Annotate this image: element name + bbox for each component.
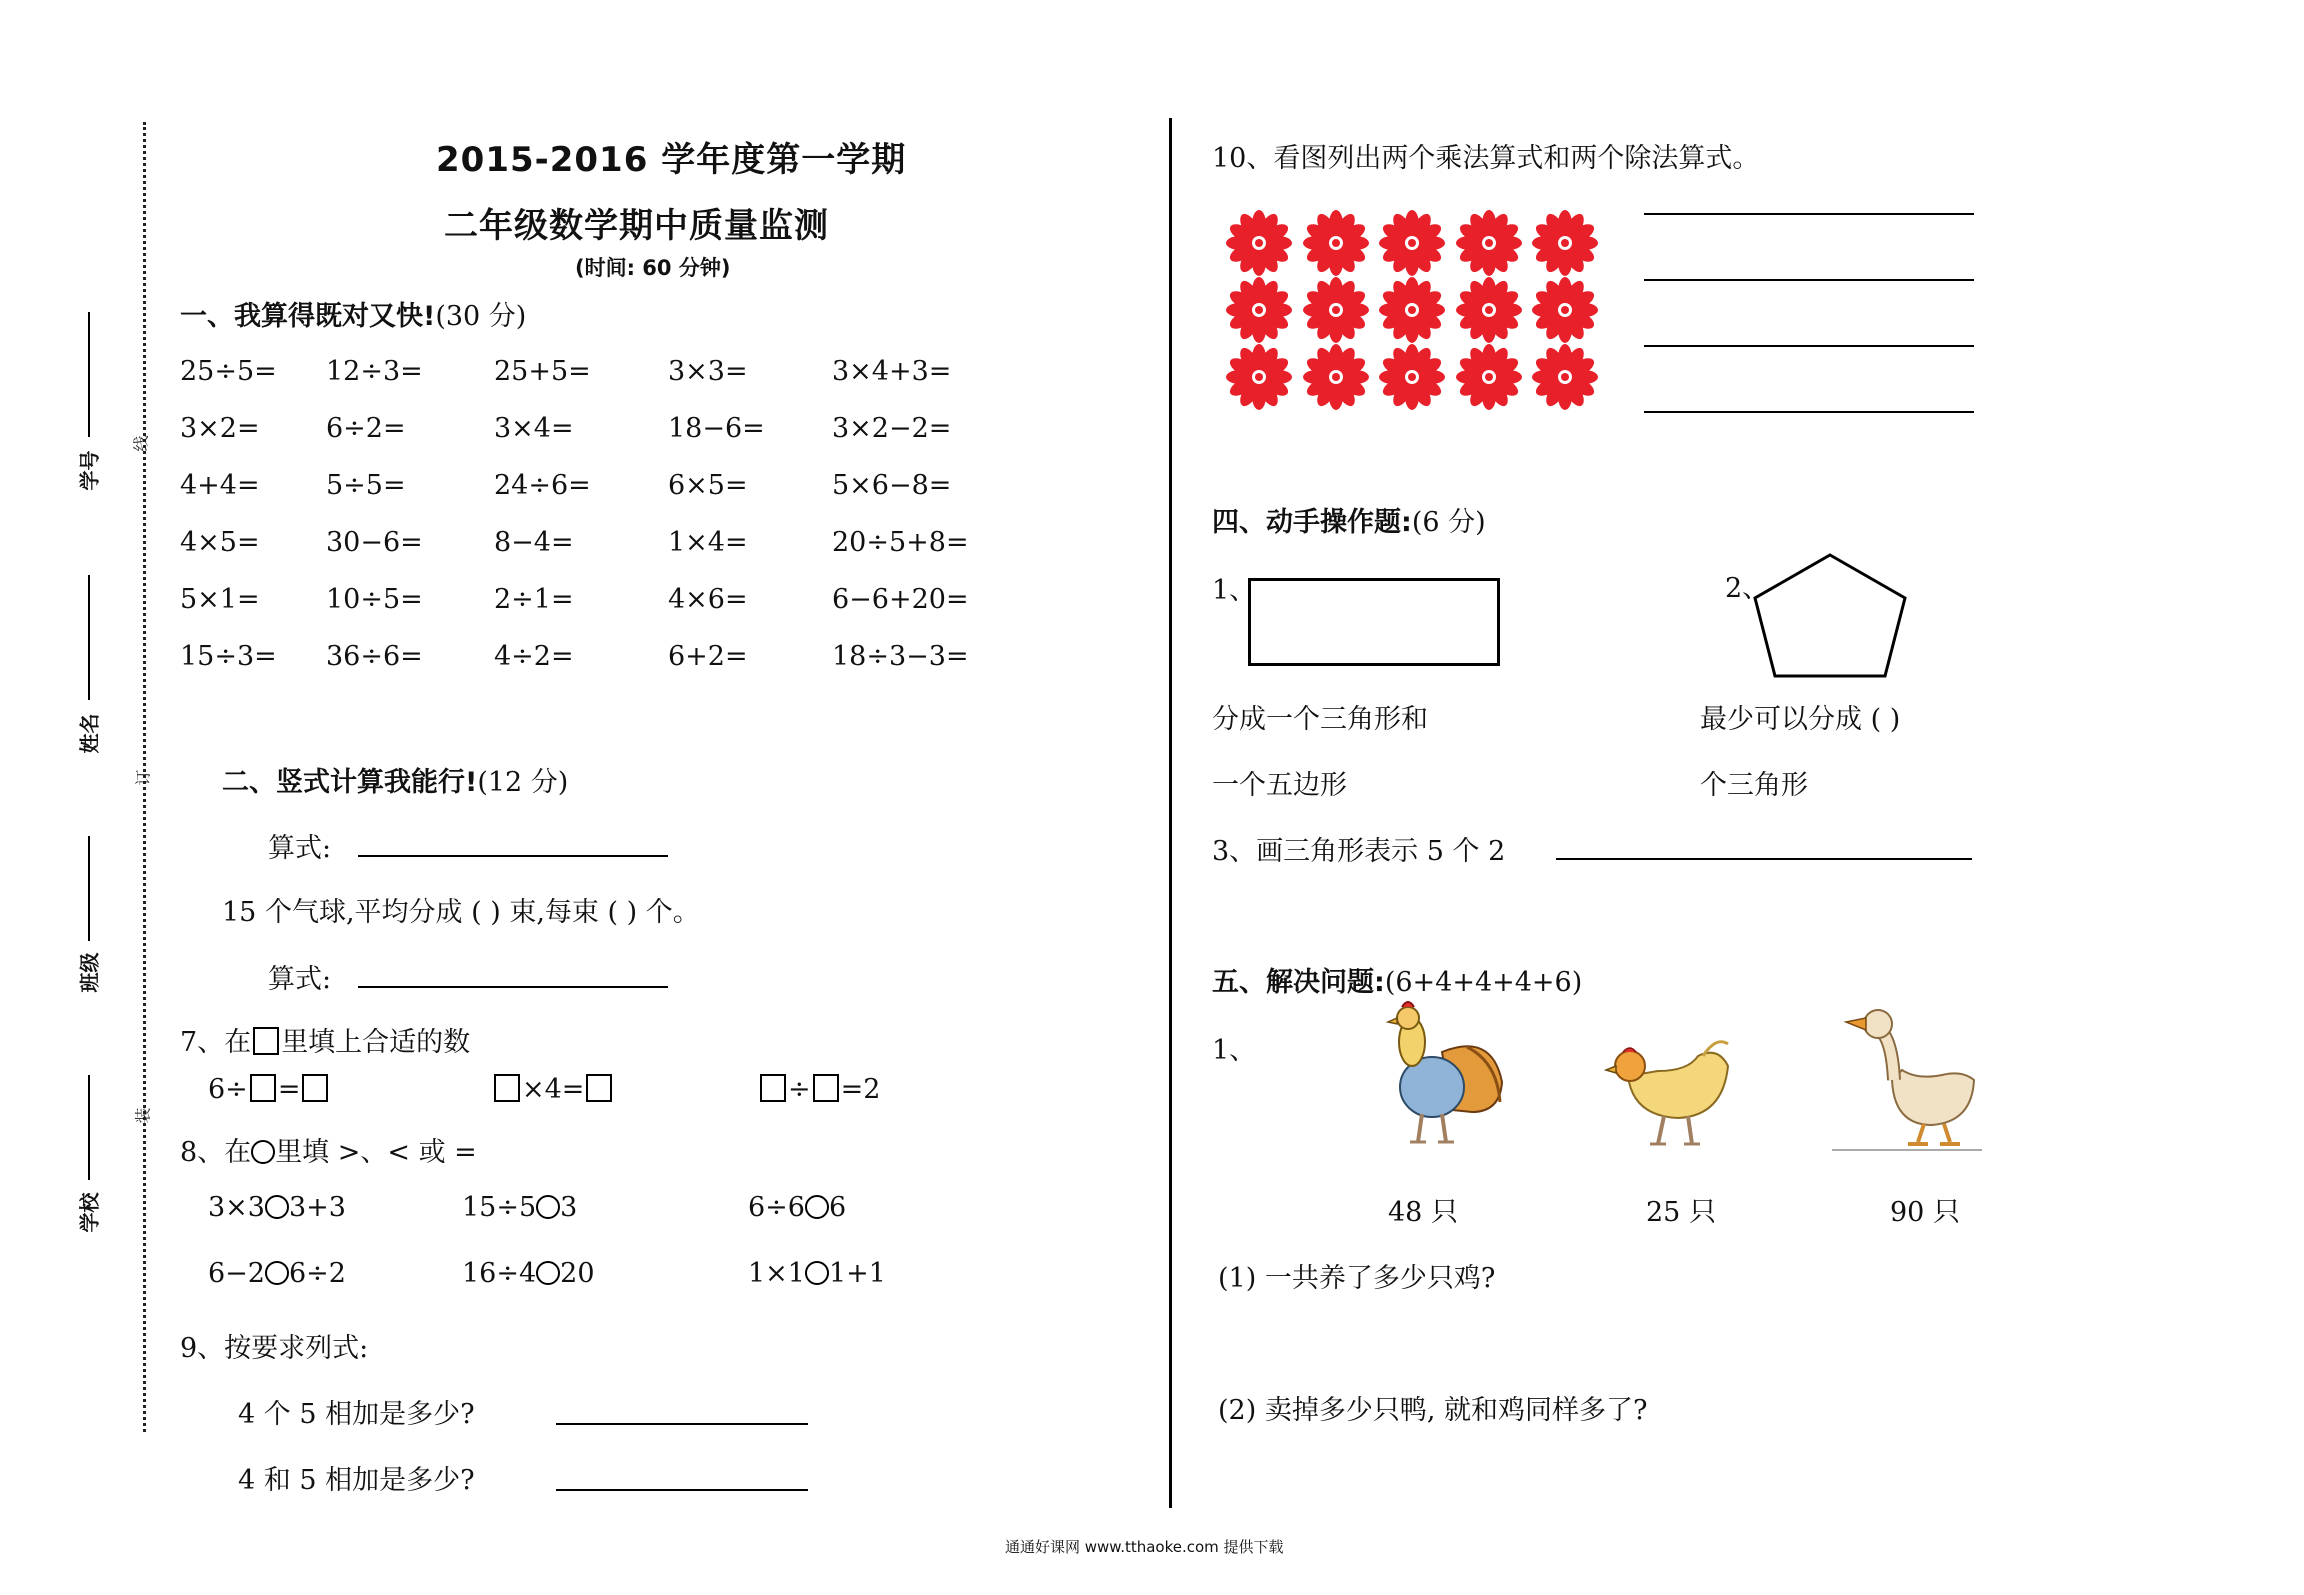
answer-box[interactable]: [250, 1074, 276, 1102]
xuehao-line[interactable]: [88, 312, 90, 437]
s4-p3-answer-line[interactable]: [1556, 858, 1972, 860]
pentagon-outline: [1755, 555, 1905, 676]
compare-item: [208, 1258, 346, 1289]
section2-score: (12 分): [477, 767, 569, 798]
compare-circle[interactable]: [805, 1195, 829, 1219]
compare-right: 3+3: [288, 1192, 346, 1223]
section1-score: (30 分): [435, 301, 527, 332]
balloon-question: 15 个气球,平均分成 ( ) 束,每束 ( ) 个。: [222, 897, 700, 928]
q10-answer-line-4[interactable]: [1644, 411, 1974, 413]
arith-item: 3×4+3=: [832, 356, 952, 387]
exam-title: 2015-2016 学年度第一学期: [436, 140, 907, 180]
flower-icon: [1379, 344, 1445, 410]
arith-item: 8−4=: [494, 527, 574, 558]
compare-right: 1+1: [828, 1258, 886, 1289]
q7-prefix: 7、在: [180, 1027, 252, 1058]
arith-item: 24÷6=: [494, 470, 591, 501]
compare-item: [462, 1258, 595, 1289]
q10-answer-line-1[interactable]: [1644, 213, 1974, 215]
q10-heading: 10、看图列出两个乘法算式和两个除法算式。: [1212, 143, 1760, 174]
s4-p1-label: 1、: [1212, 575, 1257, 606]
compare-left: 6÷6: [748, 1192, 805, 1223]
q7-item-c: [758, 1074, 880, 1105]
q7a-eq: =: [277, 1074, 301, 1105]
q10-answer-line-2[interactable]: [1644, 279, 1974, 281]
flower-icon: [1226, 344, 1292, 410]
compare-circle[interactable]: [265, 1195, 289, 1219]
arith-item: 6×5=: [668, 470, 748, 501]
formula-label-2: 算式:: [268, 964, 332, 995]
q8-heading: [180, 1130, 477, 1169]
flower-icon: [1456, 277, 1522, 343]
s4-p3: 3、画三角形表示 5 个 2: [1212, 836, 1506, 867]
q7c-end: =2: [840, 1074, 881, 1105]
label-xuexiao: 学校: [77, 1192, 102, 1233]
xingming-line[interactable]: [88, 575, 90, 700]
section4-score: (6 分): [1411, 507, 1486, 538]
q7-item-a: [208, 1074, 330, 1105]
animal-count-2: 25 只: [1646, 1197, 1716, 1228]
flower-icon: [1303, 344, 1369, 410]
s5-p1-label: 1、: [1212, 1035, 1257, 1066]
circle-icon: [251, 1140, 275, 1164]
arith-item: 5×1=: [180, 584, 260, 615]
answer-box[interactable]: [813, 1074, 839, 1102]
s4-p1-text-a: 分成一个三角形和: [1212, 704, 1428, 735]
q9-item-b: 4 和 5 相加是多少?: [238, 1465, 475, 1496]
q7-suffix: 里填上合适的数: [281, 1027, 471, 1058]
hen-image: [1598, 1016, 1738, 1152]
pentagon-shape[interactable]: [1745, 550, 1915, 682]
rooster-image: [1372, 992, 1512, 1152]
compare-left: 16÷4: [462, 1258, 537, 1289]
q9-item-a: 4 个 5 相加是多少?: [238, 1399, 475, 1430]
formula-label-1: 算式:: [268, 833, 332, 864]
banji-line[interactable]: [88, 836, 90, 941]
arith-item: 12÷3=: [326, 356, 423, 387]
s5-question-1: (1) 一共养了多少只鸡?: [1218, 1263, 1496, 1294]
compare-right: 3: [560, 1192, 578, 1223]
arith-item: 2÷1=: [494, 584, 574, 615]
q9-answer-line-b[interactable]: [556, 1489, 808, 1491]
arith-item: 3×3=: [668, 356, 748, 387]
q7-item-b: [492, 1074, 614, 1105]
flower-icon: [1379, 210, 1445, 276]
q8-prefix: 8、在: [180, 1137, 252, 1168]
compare-item: [748, 1192, 846, 1223]
arith-item: 4+4=: [180, 470, 260, 501]
arith-item: 30−6=: [326, 527, 423, 558]
flower-icon: [1532, 277, 1598, 343]
compare-item: [208, 1192, 346, 1223]
arith-item: 3×4=: [494, 413, 574, 444]
arith-item: 3×2−2=: [832, 413, 952, 444]
section2-title: 二、竖式计算我能行!: [222, 767, 478, 798]
s4-p2-label: 2、: [1725, 573, 1770, 604]
arith-item: 15÷3=: [180, 641, 277, 672]
label-banji: 班级: [77, 952, 102, 993]
q9-answer-line-a[interactable]: [556, 1423, 808, 1425]
label-xuehao: 学号: [77, 450, 102, 491]
arith-item: 10÷5=: [326, 584, 423, 615]
arith-item: 6÷2=: [326, 413, 406, 444]
label-xingming: 姓名: [77, 713, 102, 754]
flower-icon: [1532, 344, 1598, 410]
compare-circle[interactable]: [536, 1261, 560, 1285]
q10-answer-line-3[interactable]: [1644, 345, 1974, 347]
square-icon: [253, 1027, 279, 1055]
compare-left: 1×1: [748, 1258, 805, 1289]
q7b-mid: ×4=: [522, 1074, 585, 1105]
q9-heading: 9、按要求列式:: [180, 1333, 369, 1364]
animal-count-1: 48 只: [1388, 1197, 1458, 1228]
flower-icon: [1456, 210, 1522, 276]
binding-xian: 线: [131, 435, 151, 452]
xuexiao-line[interactable]: [88, 1075, 90, 1180]
compare-right: 6: [828, 1192, 847, 1223]
binding-ding: 订: [133, 769, 153, 786]
arith-item: 5÷5=: [326, 470, 406, 501]
section5-score: (6+4+4+4+6): [1384, 967, 1583, 998]
s5-question-2: (2) 卖掉多少只鸭, 就和鸡同样多了?: [1218, 1395, 1648, 1426]
arith-item: 4×5=: [180, 527, 260, 558]
binding-dotted-line: [143, 122, 146, 1432]
exam-subtitle: 二年级数学期中质量监测: [444, 206, 829, 246]
arith-item: 6−6+20=: [832, 584, 969, 615]
section4-title: 四、动手操作题:: [1212, 507, 1412, 538]
arith-item: 20÷5+8=: [832, 527, 969, 558]
compare-circle[interactable]: [265, 1261, 289, 1285]
page-footer: 通通好课网 www.tthaoke.com 提供下载: [1005, 1538, 1284, 1556]
flower-icon: [1532, 210, 1598, 276]
formula-answer-line-2[interactable]: [358, 986, 668, 988]
compare-circle[interactable]: [536, 1195, 560, 1219]
section2-heading: [222, 760, 568, 799]
arith-item: 25+5=: [494, 356, 591, 387]
arith-item: 4÷2=: [494, 641, 574, 672]
compare-item: [748, 1258, 886, 1289]
section4-heading: [1212, 500, 1486, 539]
flower-icon: [1226, 277, 1292, 343]
answer-box[interactable]: [494, 1074, 520, 1102]
flower-icon: [1303, 277, 1369, 343]
arith-item: 25÷5=: [180, 356, 277, 387]
arith-item: 6+2=: [668, 641, 748, 672]
flower-icon: [1303, 210, 1369, 276]
answer-box[interactable]: [760, 1074, 786, 1102]
compare-left: 6−2: [208, 1258, 265, 1289]
s4-p2-text-a: 最少可以分成 ( ): [1700, 704, 1901, 735]
arith-item: 3×2=: [180, 413, 260, 444]
compare-right: 20: [560, 1258, 595, 1289]
page-divider: [1169, 118, 1172, 1508]
answer-box[interactable]: [586, 1074, 612, 1102]
compare-right: 6÷2: [288, 1258, 346, 1289]
arith-item: 5×6−8=: [832, 470, 952, 501]
arith-item: 1×4=: [668, 527, 748, 558]
compare-circle[interactable]: [805, 1261, 829, 1285]
compare-left: 3×3: [208, 1192, 265, 1223]
q7a-pre: 6÷: [208, 1074, 248, 1105]
arith-item: 18−6=: [668, 413, 765, 444]
rectangle-shape[interactable]: [1248, 578, 1500, 666]
q8-suffix: 里填 >、< 或 =: [275, 1137, 477, 1168]
q7c-mid: ÷: [788, 1074, 811, 1105]
section5-title: 五、解决问题:: [1212, 967, 1385, 998]
section1-heading: [180, 294, 526, 333]
section1-title: 一、我算得既对又快!: [180, 301, 436, 332]
arith-item: 36÷6=: [326, 641, 423, 672]
flower-icon: [1226, 210, 1292, 276]
exam-time: (时间: 60 分钟): [575, 256, 731, 280]
compare-item: [462, 1192, 577, 1223]
s4-p1-text-b: 一个五边形: [1212, 770, 1347, 801]
arith-item: 4×6=: [668, 584, 748, 615]
flower-icon: [1456, 344, 1522, 410]
binding-zhuang: 装: [133, 1107, 153, 1124]
compare-left: 15÷5: [462, 1192, 537, 1223]
flower-icon: [1379, 277, 1445, 343]
q7-heading: [180, 1020, 470, 1059]
animal-count-3: 90 只: [1890, 1197, 1960, 1228]
s4-p2-text-b: 个三角形: [1700, 770, 1808, 801]
answer-box[interactable]: [302, 1074, 328, 1102]
goose-image: [1832, 1000, 1982, 1152]
arith-item: 18÷3−3=: [832, 641, 969, 672]
formula-answer-line-1[interactable]: [358, 855, 668, 857]
